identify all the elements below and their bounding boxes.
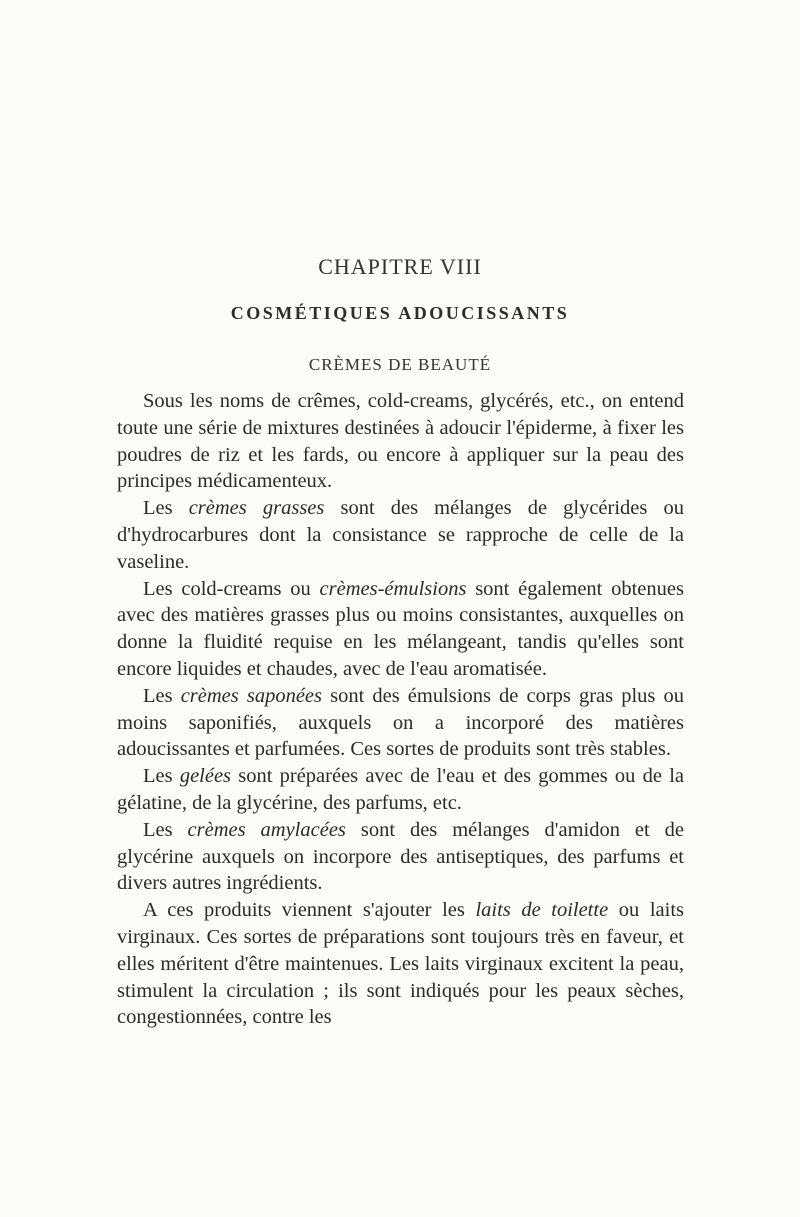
text-run: Les: [143, 497, 189, 520]
text-run: Les: [143, 818, 188, 841]
text-run: sont des mélanges de glycérides ou d'hydrocarbures dont la consistance se rapproche de celle de la vaseline.: [117, 497, 684, 573]
section-heading: CRÈMES DE BEAUTÉ: [308, 355, 492, 374]
text-run: A ces produits viennent s'ajouter les: [143, 899, 476, 922]
paragraph: [117, 683, 684, 763]
text-run: ou laits virginaux. Ces sortes de préparations sont toujours très en faveur, et elles méritent d'être maintenues. Les laits virginaux excitent la peau, stimulent la circulation ; ils sont indiqués pour les peaux sèches, congestionnées, contre les: [117, 899, 684, 1029]
paragraph: [117, 817, 684, 897]
text-run: sont des émulsions de corps gras plus ou moins saponifiés, auxquels on a incorporé des matières adoucissantes et parfumées. Ces sortes de produits sont très stables.: [117, 684, 684, 761]
italic-term: laits de toilette: [475, 899, 609, 922]
paragraph: [117, 576, 684, 683]
chapter-heading: CHAPITRE VIII: [318, 254, 482, 279]
paragraph: [117, 763, 684, 817]
paragraph: [117, 495, 684, 575]
text-run: sont des mélanges d'amidon et de glycérine auxquels on incorpore des antiseptiques, des parfums et divers autres ingrédients.: [117, 818, 684, 895]
body-text: [117, 388, 684, 1031]
text-run: Les: [143, 765, 180, 788]
italic-term: crèmes grasses: [188, 497, 325, 520]
text-run: Sous les noms de crêmes, cold-creams, glycérés, etc., on entend toute une série de mixtures destinées à adoucir l'épiderme, à fixer les poudres de riz et les fards, ou encore à appliquer sur la peau des principes médicamenteux.: [117, 390, 684, 493]
paragraph: [117, 388, 684, 495]
text-run: sont également obtenues avec des matières grasses plus ou moins consistantes, auxquelles on donne la fluidité requise en les mélangeant, tandis qu'elles sont encore liquides et chaudes, avec de l'eau aromatisée.: [117, 577, 684, 680]
text-run: Les: [143, 684, 181, 707]
paragraph: [117, 897, 684, 1031]
italic-term: gelées: [179, 765, 232, 788]
italic-term: crèmes-émulsions: [319, 577, 467, 600]
text-run: Les cold-creams ou: [143, 577, 320, 600]
italic-term: crèmes amylacées: [187, 818, 346, 841]
italic-term: crèmes saponées: [180, 684, 323, 707]
chapter-title: COSMÉTIQUES ADOUCISSANTS: [230, 303, 570, 323]
text-run: sont préparées avec de l'eau et des gommes ou de la gélatine, de la glycérine, des parfums, etc.: [117, 765, 684, 814]
